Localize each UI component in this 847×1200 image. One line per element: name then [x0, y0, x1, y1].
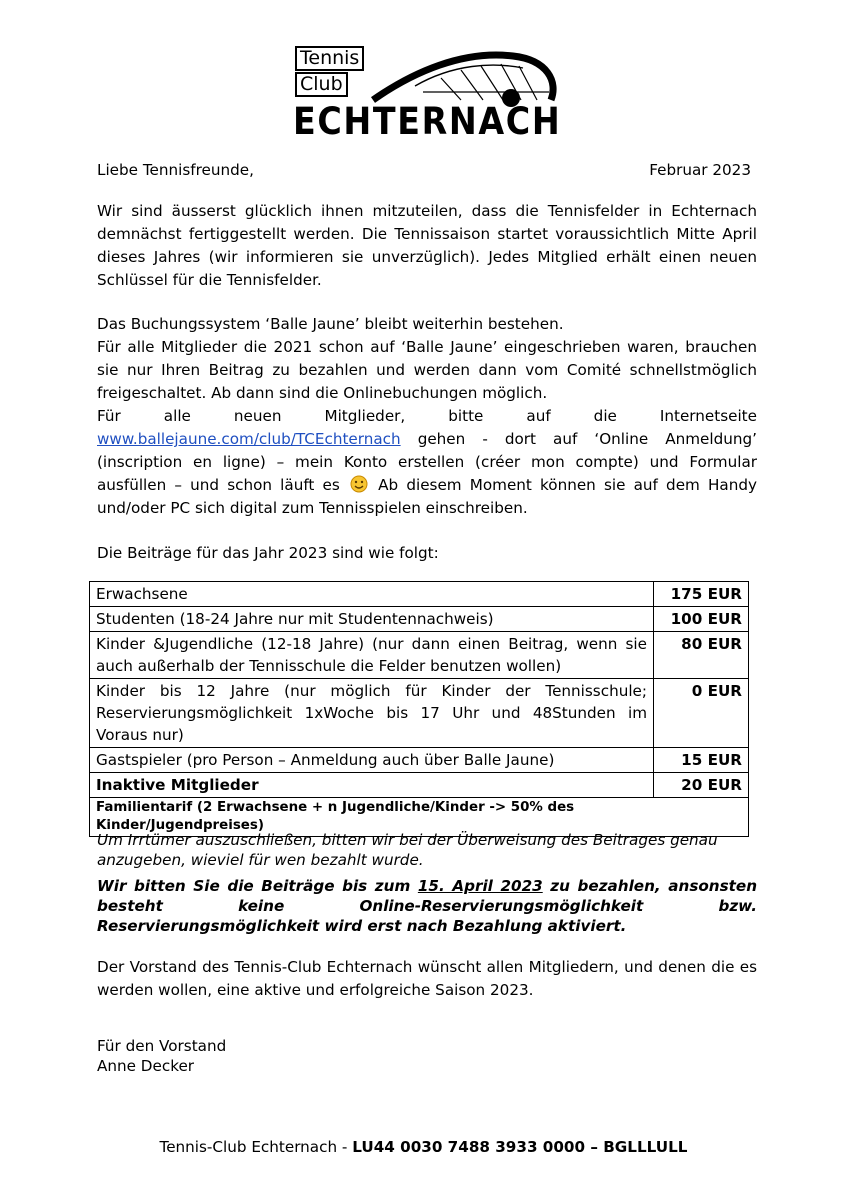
booking-system-line: Das Buchungssystem ‘Balle Jaune’ bleibt weiterhin bestehen.	[97, 315, 564, 333]
closing-paragraph	[97, 956, 757, 1002]
signature-name: Anne Decker	[97, 1057, 195, 1075]
existing-members-text: Für alle Mitglieder die 2021 schon auf ‘Balle Jaune’ eingeschrieben waren, brauchen sie nur Ihren Beitrag zu bezahlen und werden dann vom Comité schnellstmöglich freigeschaltet. Ab dann sind die Onlinebuchungen möglich.	[97, 338, 757, 402]
booking-paragraph	[97, 313, 757, 520]
fees-intro: Die Beiträge für das Jahr 2023 sind wie folgt:	[97, 544, 439, 562]
table-row	[90, 607, 749, 632]
new-members-text	[97, 405, 757, 520]
logo-club: Club	[295, 72, 348, 97]
deadline-end: zu bezahlen, ansonsten besteht keine Online-Reservierungsmöglichkeit bzw. Reservierungsmöglichkeit wird erst nach Bezahlung aktiviert.	[97, 877, 758, 935]
fee-label: Gastspieler (pro Person – Anmeldung auch über Balle Jaune)	[90, 748, 654, 773]
deadline-date: 15. April 2023	[417, 877, 543, 895]
logo-echternach: ECHTERNACH	[293, 100, 562, 143]
fee-amount: 20 EUR	[654, 773, 749, 798]
fee-label: Erwachsene	[90, 582, 654, 607]
greeting: Liebe Tennisfreunde,	[97, 161, 254, 179]
new-members-mid: gehen - dort auf ‘Online Anmeldung’ (inscription en ligne) – mein Konto erstellen (créer mon compte) und Formular ausfüllen – und schon läuft es	[97, 430, 757, 494]
logo-tennis: Tennis	[295, 46, 364, 71]
deadline-start: Wir bitten Sie die Beiträge bis zum	[97, 877, 418, 895]
footer	[0, 1138, 847, 1156]
footer-club-name: Tennis-Club Echternach -	[159, 1138, 353, 1156]
fee-amount: 175 EUR	[654, 582, 749, 607]
signature-role: Für den Vorstand	[97, 1037, 227, 1055]
table-row	[90, 773, 749, 798]
fee-label: Kinder &Jugendliche (12-18 Jahre) (nur dann einen Beitrag, wenn sie auch außerhalb der Tennisschule die Felder benutzen wollen)	[90, 632, 654, 679]
ballejaune-link[interactable]: www.ballejaune.com/club/TCEchternach	[97, 430, 401, 448]
table-row	[90, 679, 749, 748]
fee-amount: 15 EUR	[654, 748, 749, 773]
table-row	[90, 582, 749, 607]
fee-amount: 0 EUR	[654, 679, 749, 748]
transfer-note: Um Irrtümer auszuschließen, bitten wir bei der Überweisung des Beitrages genau anzugeben, wieviel für wen bezahlt wurde.	[97, 831, 718, 869]
footer-bank-details: LU44 0030 7488 3933 0000 – BGLLLULL	[352, 1138, 688, 1156]
table-row	[90, 748, 749, 773]
intro-text: Wir sind äusserst glücklich ihnen mitzuteilen, dass die Tennisfelder in Echternach demnächst fertiggestellt werden. Die Tennissaison startet voraussichtlich Mitte April dieses Jahres (wir informieren sie unverzüglich). Jedes Mitglied erhält einen neuen Schlüssel für die Tennisfelder.	[97, 202, 757, 289]
letter-date: Februar 2023	[649, 161, 751, 179]
smiley-icon	[350, 475, 368, 493]
fee-label: Studenten (18-24 Jahre nur mit Studentennachweis)	[90, 607, 654, 632]
fee-label: Inaktive Mitglieder	[90, 773, 654, 798]
closing-text: Der Vorstand des Tennis-Club Echternach wünscht allen Mitgliedern, und denen die es werden wollen, eine aktive und erfolgreiche Saison 2023.	[97, 958, 757, 999]
new-members-end: Ab diesem Moment können sie auf dem Handy und/oder PC sich digital zum Tennisspielen einschreiben.	[97, 476, 757, 517]
payment-deadline-note	[97, 876, 757, 936]
fee-label: Kinder bis 12 Jahre (nur möglich für Kinder der Tennisschule; Reservierungsmöglichkeit 1xWoche bis 17 Uhr und 48Stunden im Voraus nur)	[90, 679, 654, 748]
club-logo	[293, 42, 563, 142]
fees-table	[89, 581, 749, 837]
fee-amount: 80 EUR	[654, 632, 749, 679]
new-members-start: Für alle neuen Mitglieder, bitte auf die Internetseite	[97, 407, 757, 425]
intro-paragraph	[97, 200, 757, 292]
fee-amount: 100 EUR	[654, 607, 749, 632]
family-tariff: Familientarif (2 Erwachsene + n Jugendliche/Kinder -> 50% des Kinder/Jugendpreises)	[90, 798, 749, 837]
table-row	[90, 632, 749, 679]
